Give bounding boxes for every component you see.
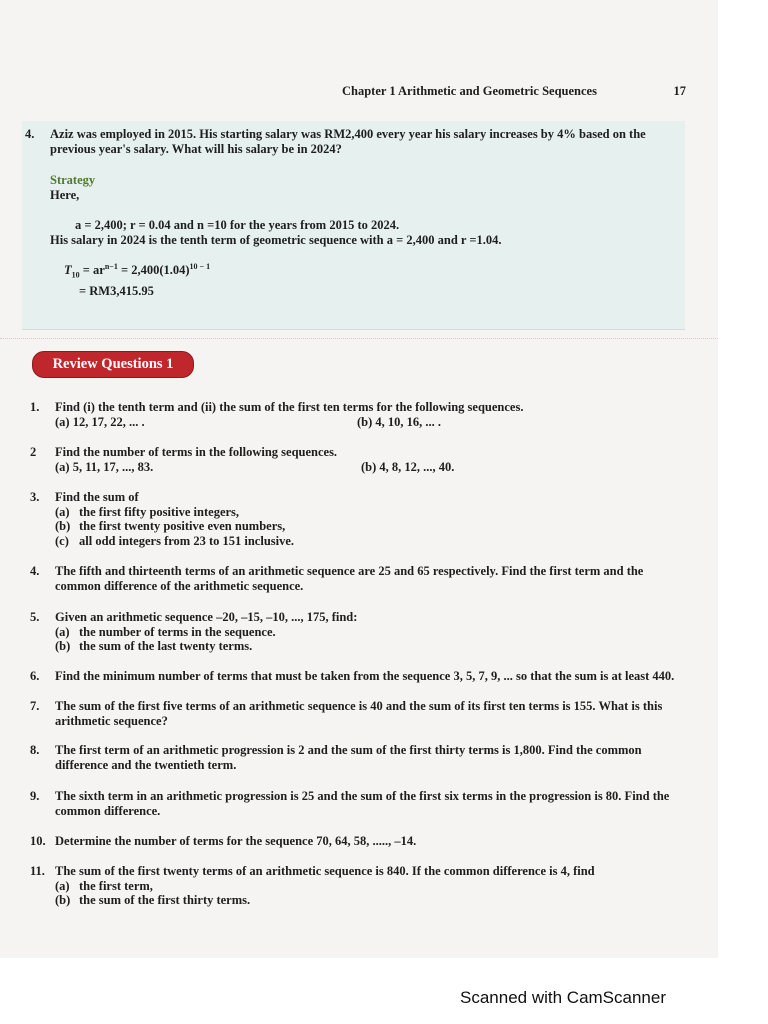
question-text: The first term of an arithmetic progression is 2 and the sum of the first thirty terms is 1,800. Find the common difference and the twentieth term. xyxy=(55,743,642,772)
part-b: the sum of the last twenty terms. xyxy=(79,639,253,653)
page-header xyxy=(342,84,692,99)
formula-substituted: = 2,400(1.04) xyxy=(120,263,190,278)
formula-exponent: n−1 xyxy=(104,262,118,271)
part-a: the number of terms in the sequence. xyxy=(79,624,276,639)
question-text: Given an arithmetic sequence –20, –15, –10, ..., 175, find: xyxy=(55,610,358,624)
strategy-title: Strategy xyxy=(50,173,96,187)
question-text: Find the minimum number of terms that must be taken from the sequence 3, 5, 7, 9, ... so that the sum is at least 440. xyxy=(55,669,675,683)
part-b-label: (b) xyxy=(55,519,71,533)
question-7 xyxy=(30,699,680,728)
question-6 xyxy=(30,669,680,684)
part-c-label: (c) xyxy=(55,533,69,548)
part-a: the first term, xyxy=(79,878,153,893)
formula-term: T xyxy=(64,263,72,278)
part-a-label: (a) xyxy=(55,504,70,519)
question-2 xyxy=(30,445,680,475)
question-8 xyxy=(30,743,680,772)
question-9 xyxy=(30,789,680,818)
question-number: 1. xyxy=(30,400,40,414)
question-1 xyxy=(30,400,680,430)
here-text: Here, xyxy=(50,188,80,202)
part-a: (a) 12, 17, 22, ... . xyxy=(55,414,145,429)
question-text: The fifth and thirteenth terms of an arithmetic sequence are 25 and 65 respectively. Find the first term and the common difference of the arithmetic sequence. xyxy=(55,564,644,593)
part-b: (b) 4, 8, 12, ..., 40. xyxy=(361,459,455,474)
formula-line xyxy=(64,262,210,280)
page-number: 17 xyxy=(673,84,686,98)
part-b: the sum of the first thirty terms. xyxy=(79,893,251,907)
question-text: Find the sum of xyxy=(55,490,139,504)
chapter-title: Chapter 1 Arithmetic and Geometric Sequences xyxy=(342,84,597,98)
question-10 xyxy=(30,834,680,849)
question-number: 8. xyxy=(30,743,40,757)
question-text: The sum of the first twenty terms of an arithmetic sequence is 840. If the common difference is 4, find xyxy=(55,864,595,878)
section-divider xyxy=(0,338,718,342)
camscanner-watermark: Scanned with CamScanner xyxy=(460,988,667,1007)
given-values: a = 2,400; r = 0.04 and n =10 for the years from 2015 to 2024. xyxy=(75,218,400,232)
question-number: 9. xyxy=(30,789,40,803)
review-questions-badge: Review Questions 1 xyxy=(32,351,194,378)
example-question-text: Aziz was employed in 2015. His starting salary was RM2,400 every year his salary increases by 4% based on the previous year's salary. What will his salary be in 2024? xyxy=(50,127,646,156)
question-4 xyxy=(30,564,680,593)
question-number: 4. xyxy=(30,564,40,578)
question-text: The sixth term in an arithmetic progression is 25 and the sum of the first six terms in the progression is 80. Find the common difference. xyxy=(55,789,670,818)
question-number: 11. xyxy=(30,864,45,878)
question-5 xyxy=(30,610,680,654)
question-number: 7. xyxy=(30,699,40,713)
part-c: all odd integers from 23 to 151 inclusive. xyxy=(79,533,295,548)
part-b: (b) 4, 10, 16, ... . xyxy=(357,414,442,429)
formula-result: = RM3,415.95 xyxy=(79,284,154,298)
question-text: Find the number of terms in the following sequences. xyxy=(55,445,338,459)
question-11 xyxy=(30,864,680,908)
question-text: The sum of the first five terms of an arithmetic sequence is 40 and the sum of its first ten terms is 155. What is this arithmetic sequence? xyxy=(55,699,663,728)
question-number: 2 xyxy=(30,445,37,459)
part-b-label: (b) xyxy=(55,639,71,653)
question-text: Find (i) the tenth term and (ii) the sum of the first ten terms for the following sequences. xyxy=(55,400,524,414)
question-3 xyxy=(30,490,680,548)
example-number: 4. xyxy=(25,127,35,141)
formula-general: = ar xyxy=(82,263,105,278)
formula-subscript: 10 xyxy=(71,270,80,280)
question-number: 10. xyxy=(30,834,46,848)
question-number: 3. xyxy=(30,490,40,504)
part-b-label: (b) xyxy=(55,893,71,907)
salary-statement: His salary in 2024 is the tenth term of geometric sequence with a = 2,400 and r =1.04. xyxy=(50,233,502,247)
part-b: the first twenty positive even numbers, xyxy=(79,519,286,533)
formula-substituted-exponent: 10 − 1 xyxy=(189,262,211,271)
question-number: 6. xyxy=(30,669,40,683)
example-question xyxy=(25,127,675,157)
question-number: 5. xyxy=(30,610,40,624)
part-a: the first fifty positive integers, xyxy=(79,504,240,519)
part-a-label: (a) xyxy=(55,878,70,893)
part-a-label: (a) xyxy=(55,624,70,639)
question-text: Determine the number of terms for the sequence 70, 64, 58, ....., –14. xyxy=(55,834,417,848)
part-a: (a) 5, 11, 17, ..., 83. xyxy=(55,459,154,474)
